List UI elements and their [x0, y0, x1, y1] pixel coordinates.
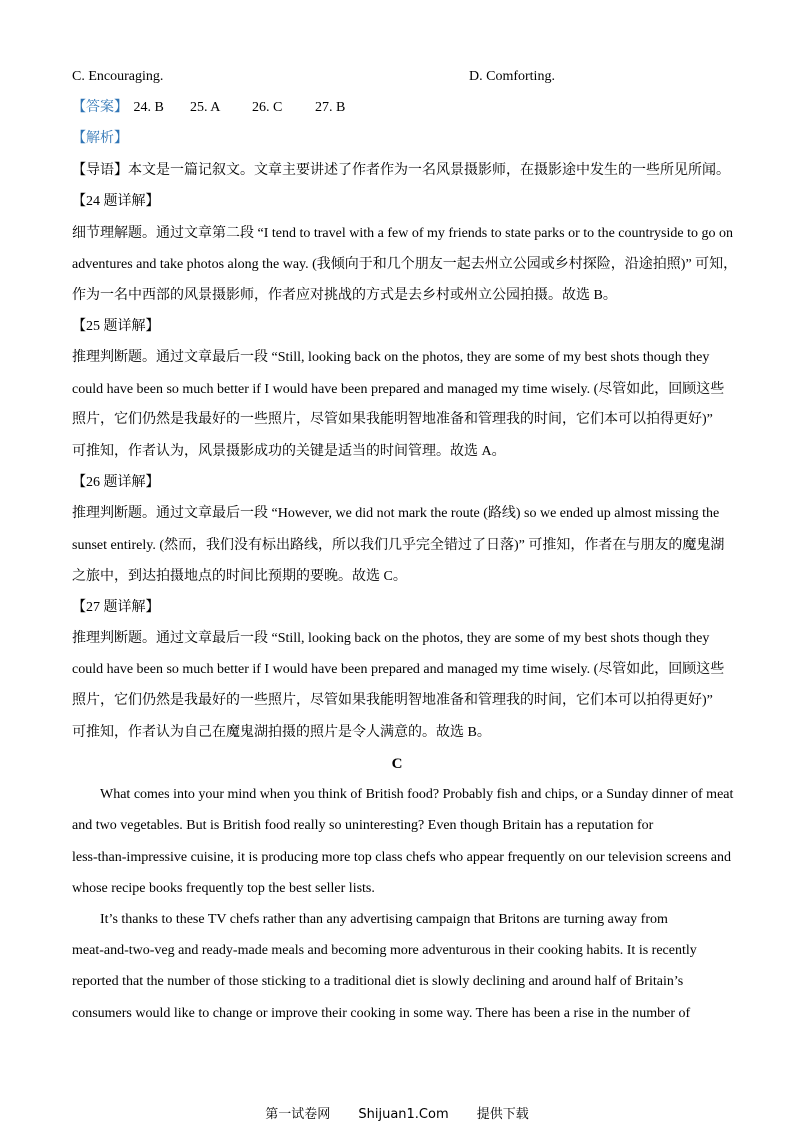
- q26-line-2: sunset entirely. (然而，我们没有标出路线，所以我们几乎完全错过了日落)” 可推知，作者在与朋友的魔鬼湖: [72, 538, 725, 553]
- option-c: [72, 67, 555, 87]
- answer-27: 27. B: [315, 100, 346, 115]
- passage-line-6: meat-and-two-veg and ready-made meals and becoming more adventurous in their cooking habits. It is recently: [72, 943, 697, 958]
- q27-line-1: 推理判断题。通过文章最后一段 “Still, looking back on the photos, they are some of my best shots though they: [72, 631, 710, 646]
- page-footer: [0, 1106, 794, 1124]
- answer-line: [72, 98, 346, 118]
- q26-line-3: 之旅中，到达拍摄地点的时间比预期的要晚。故选 C。: [72, 569, 407, 584]
- q27-line-2: could have been so much better if I would have been prepared and managed my time wisely. (尽管如此，回顾这些: [72, 662, 725, 677]
- passage-line-4: whose recipe books frequently top the best seller lists.: [72, 881, 375, 896]
- option-c-text: C. Encouraging.: [72, 69, 164, 84]
- passage-line-8: consumers would like to change or improve their cooking in some way. There has been a rise in the number of: [72, 1006, 691, 1021]
- q25-line-3: 照片，它们仍然是我最好的一些照片，尽管如果我能明智地准备和管理我的时间，它们本可以拍得更好)”: [72, 412, 713, 427]
- q25-line-1: 推理判断题。通过文章最后一段 “Still, looking back on the photos, they are some of my best shots though they: [72, 350, 710, 365]
- q27-heading: 【27 题详解】: [72, 600, 160, 615]
- section-title: C: [391, 756, 403, 772]
- answer-label: 【答案】: [72, 100, 128, 115]
- analysis-label: 【解析】: [72, 131, 128, 146]
- answer-24: 24. B: [133, 100, 164, 115]
- q24-line-3: 作为一名中西部的风景摄影师，作者应对挑战的方式是去乡村或州立公园拍摄。故选 B。: [72, 288, 617, 303]
- footer-domain[interactable]: Shijuan1.Com: [358, 1107, 449, 1122]
- q24-line-1: 细节理解题。通过文章第二段 “I tend to travel with a few of my friends to state parks or to the countryside to go on: [72, 226, 733, 241]
- footer-site: 第一试卷网: [265, 1107, 331, 1122]
- q25-line-2: could have been so much better if I would have been prepared and managed my time wisely. (尽管如此，回顾这些: [72, 382, 725, 397]
- passage-line-1: What comes into your mind when you think of British food? Probably fish and chips, or a Sunday dinner of meat: [100, 787, 734, 802]
- passage-line-7: reported that the number of those sticking to a traditional diet is slowly declining and around half of Britain’s: [72, 974, 684, 989]
- q25-line-4: 可推知，作者认为，风景摄影成功的关键是适当的时间管理。故选 A。: [72, 444, 506, 459]
- passage-line-2: and two vegetables. But is British food really so uninteresting? Even though Britain has a reputation for: [72, 818, 654, 833]
- option-d-text: D. Comforting.: [469, 69, 555, 84]
- intro-line: 【导语】本文是一篇记叙文。文章主要讲述了作者作为一名风景摄影师，在摄影途中发生的一些所见所闻。: [72, 163, 730, 178]
- footer-note: 提供下载: [476, 1107, 529, 1122]
- passage-line-5: It’s thanks to these TV chefs rather than any advertising campaign that Britons are turning away from: [100, 912, 668, 927]
- q25-heading: 【25 题详解】: [72, 319, 160, 334]
- passage-line-3: less-than-impressive cuisine, it is producing more top class chefs who appear frequently on our television screens and: [72, 850, 731, 865]
- q26-line-1: 推理判断题。通过文章最后一段 “However, we did not mark the route (路线) so we ended up almost missing the: [72, 506, 720, 521]
- q24-heading: 【24 题详解】: [72, 194, 160, 209]
- q24-line-2: adventures and take photos along the way. (我倾向于和几个朋友一起去州立公园或乡村探险，沿途拍照)” 可知，: [72, 257, 738, 272]
- q27-line-4: 可推知，作者认为自己在魔鬼湖拍摄的照片是令人满意的。故选 B。: [72, 725, 491, 740]
- answer-25: 25. A: [190, 100, 221, 115]
- q27-line-3: 照片，它们仍然是我最好的一些照片，尽管如果我能明智地准备和管理我的时间，它们本可以拍得更好)”: [72, 693, 713, 708]
- q26-heading: 【26 题详解】: [72, 475, 160, 490]
- answer-26: 26. C: [252, 100, 283, 115]
